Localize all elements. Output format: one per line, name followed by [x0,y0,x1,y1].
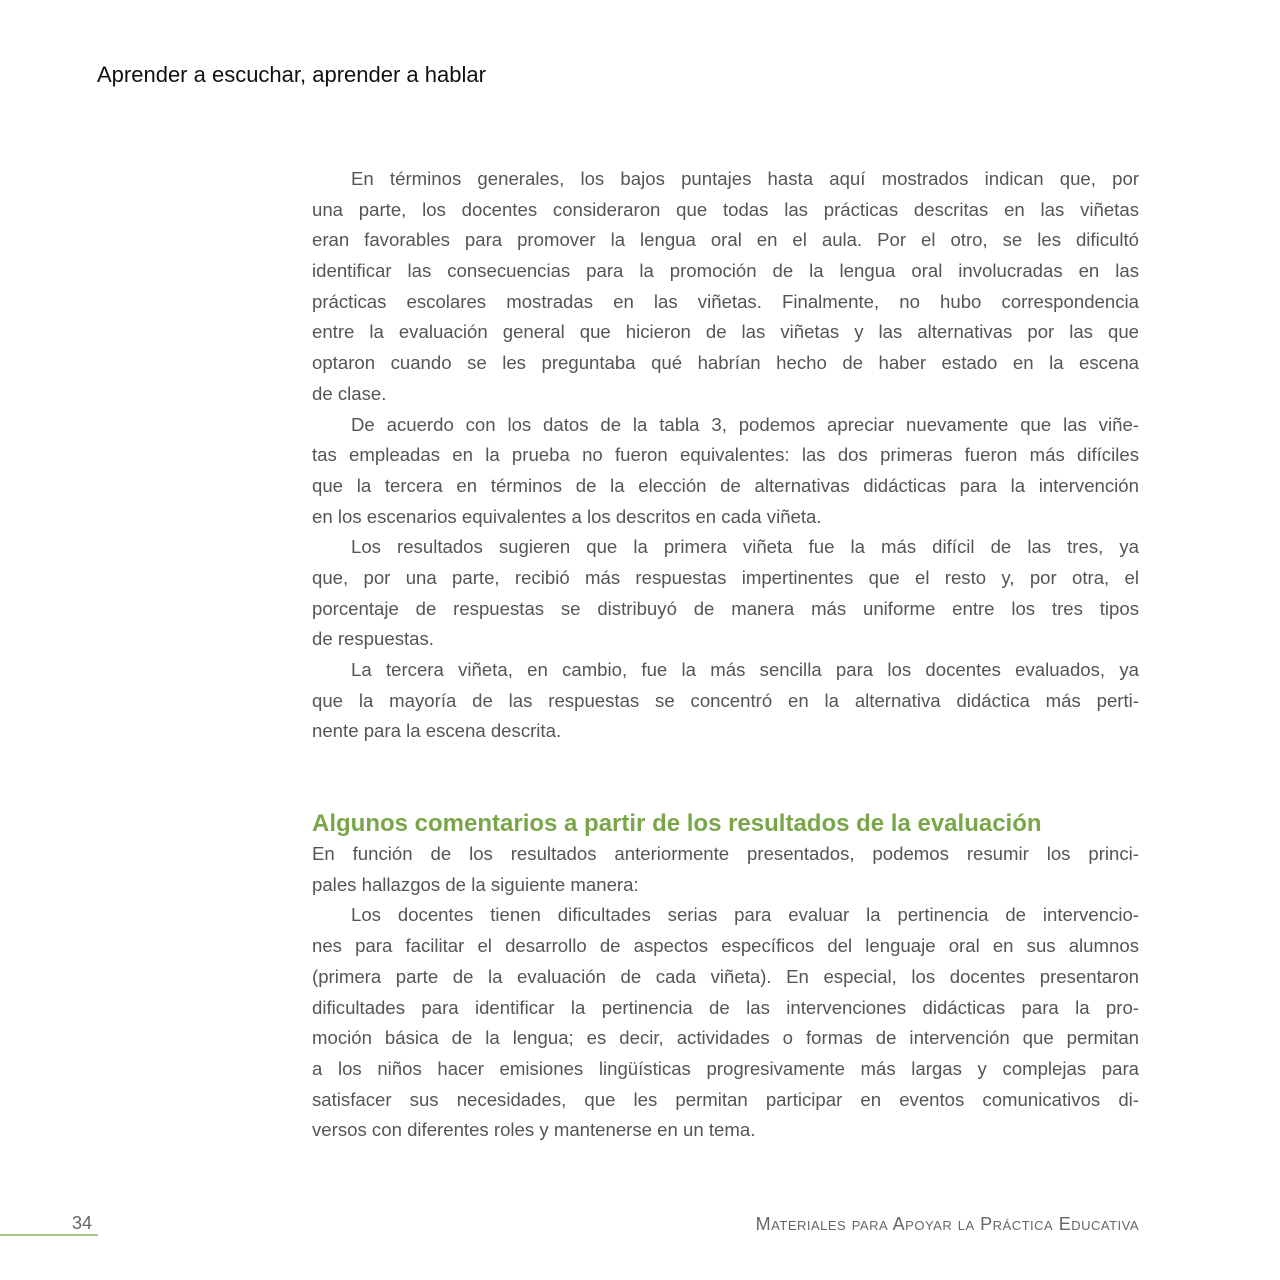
running-header: Aprender a escuchar, aprender a hablar [97,62,486,87]
text-line: La tercera viñeta, en cambio, fue la más sencilla para los docentes evaluados, ya [351,659,1139,680]
paragraph [312,900,1139,1146]
text-line: moción básica de la lengua; es decir, actividades o formas de intervención que permitan [312,1027,1139,1049]
text-line: que la mayoría de las respuestas se concentró en la alternativa didáctica más perti- [312,689,1139,711]
paragraph [312,410,1139,533]
paragraph [312,839,1139,900]
text-line: de clase. [312,382,387,404]
text-line: en los escenarios equivalentes a los descritos en cada viñeta. [312,505,822,527]
text-line: una parte, los docentes consideraron que todas las prácticas descritas en las viñetas [312,198,1139,220]
text-line: satisfacer sus necesidades, que les permitan participar en eventos comunicativos di- [312,1088,1139,1110]
text-line: Los docentes tienen dificultades serias para evaluar la pertinencia de intervencio- [351,904,1139,926]
text-line: que la tercera en términos de la elección de alternativas didácticas para la intervención [312,474,1139,496]
page-number: 34 [72,1213,93,1233]
text-line: a los niños hacer emisiones lingüísticas progresivamente más largas y complejas para [312,1057,1139,1079]
text-line: entre la evaluación general que hicieron de las viñetas y las alternativas por las que [312,321,1139,343]
footer-rule [0,1234,98,1236]
text-line: de respuestas. [312,628,434,650]
paragraph [312,655,1139,747]
text-line: versos con diferentes roles y mantenerse en un tema. [312,1119,756,1141]
text-line: nes para facilitar el desarrollo de aspectos específicos del lenguaje oral en sus alumnos [312,935,1139,957]
section-paragraphs [312,839,1139,1146]
text-line: En función de los resultados anteriormente presentados, podemos resumir los princi- [312,843,1139,865]
text-line: prácticas escolares mostradas en las viñetas. Finalmente, no hubo correspondencia [312,290,1139,312]
section-heading: Algunos comentarios a partir de los resultados de la evaluación [312,810,1042,838]
text-line: tas empleadas en la prueba no fueron equivalentes: las dos primeras fueron más difíciles [312,444,1139,466]
text-line: nente para la escena descrita. [312,720,562,742]
text-line: pales hallazgos de la siguiente manera: [312,873,639,895]
text-line: De acuerdo con los datos de la tabla 3, podemos apreciar nuevamente que las viñe- [351,413,1139,435]
paragraph [312,164,1139,410]
text-line: optaron cuando se les preguntaba qué habrían hecho de haber estado en la escena [312,352,1139,374]
text-line: porcentaje de respuestas se distribuyó de manera más uniforme entre los tres tipos [312,597,1139,619]
paragraphs-top [312,164,1139,747]
body-text [312,164,1139,1146]
text-line: que, por una parte, recibió más respuestas impertinentes que el resto y, por otra, el [312,566,1139,588]
text-line: dificultades para identificar la pertinencia de las intervenciones didácticas para la pro- [312,996,1139,1018]
text-line: identificar las consecuencias para la promoción de la lengua oral involucradas en las [312,260,1139,282]
text-line: En términos generales, los bajos puntajes hasta aquí mostrados indican que, por [351,168,1139,189]
text-line: eran favorables para promover la lengua oral en el aula. Por el otro, se les dificultó [312,229,1139,251]
text-line: Los resultados sugieren que la primera viñeta fue la más difícil de las tres, ya [351,536,1139,558]
paragraph [312,532,1139,655]
text-line: (primera parte de la evaluación de cada viñeta). En especial, los docentes presentaron [312,965,1139,987]
footer-series-title: Materiales para Apoyar la Práctica Educativa [755,1214,1139,1234]
